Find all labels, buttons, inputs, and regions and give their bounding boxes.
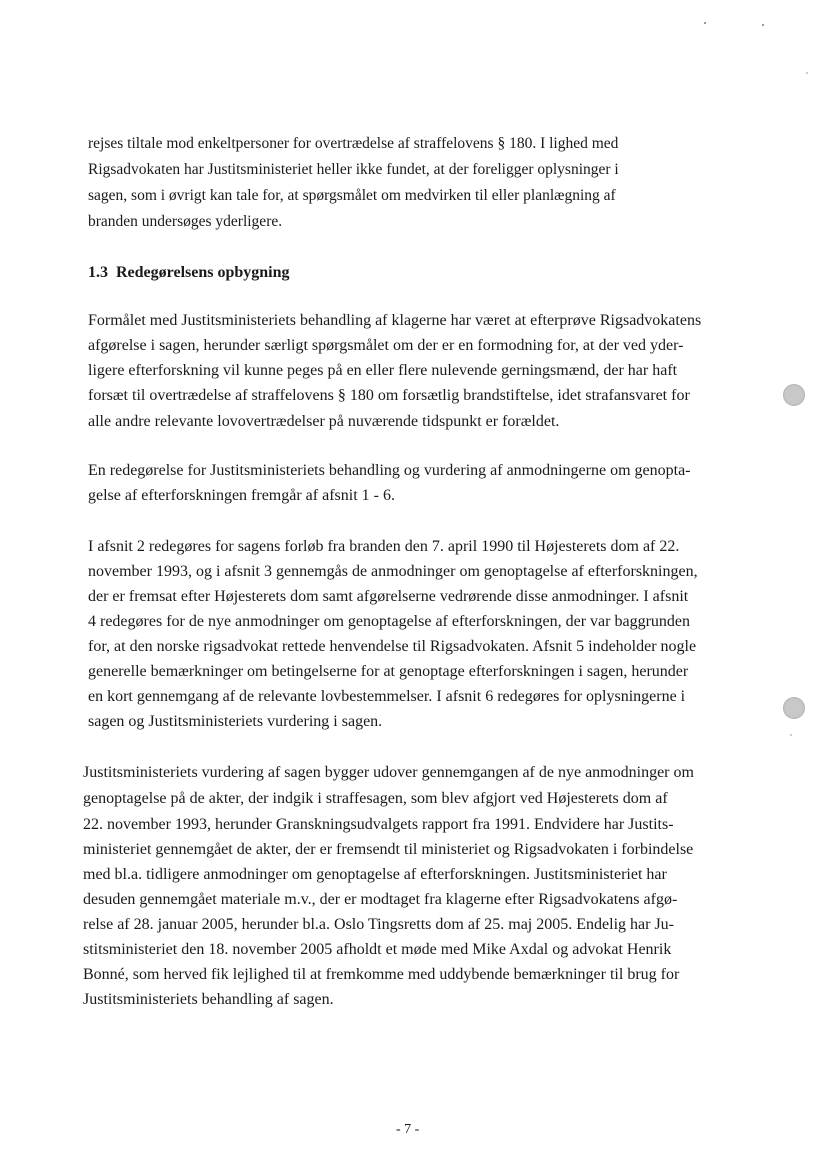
paragraph-5-line-6: desuden gennemgået materiale m.v., der er modtaget fra klagerne efter Rigsadvokatens afgø- bbox=[83, 891, 678, 908]
paragraph-1-line-4: branden undersøges yderligere. bbox=[88, 213, 283, 230]
section-heading: 1.3 Redegørelsens opbygning bbox=[88, 264, 290, 281]
punch-hole-upper bbox=[783, 384, 805, 406]
paragraph-5-line-3: 22. november 1993, herunder Granskningsudvalgets rapport fra 1991. Endvidere har Justits- bbox=[83, 816, 674, 833]
paragraph-5-line-4: ministeriet gennemgået de akter, der er fremsendt til ministeriet og Rigsadvokaten i forbindelse bbox=[83, 841, 694, 858]
paragraph-4-line-8: sagen og Justitsministeriets vurdering i sagen. bbox=[88, 713, 383, 730]
paragraph-4-line-2: november 1993, og i afsnit 3 gennemgås de anmodninger om genoptagelse af efterforskningen, bbox=[88, 563, 698, 580]
paragraph-2-line-2: afgørelse i sagen, herunder særligt spørgsmålet om der er en formodning for, at der ved yder- bbox=[88, 337, 684, 354]
page-number: - 7 - bbox=[396, 1122, 420, 1137]
paragraph-1-line-3: sagen, som i øvrigt kan tale for, at spørgsmålet om medvirken til eller planlægning af bbox=[88, 187, 616, 204]
paragraph-1-line-1: rejses tiltale mod enkeltpersoner for overtrædelse af straffelovens § 180. I lighed med bbox=[88, 135, 619, 152]
paragraph-5-line-8: stitsministeriet den 18. november 2005 afholdt et møde med Mike Axdal og advokat Henrik bbox=[83, 941, 672, 958]
scan-speck bbox=[806, 72, 808, 74]
paragraph-2-line-1: Formålet med Justitsministeriets behandling af klagerne har været at efterprøve Rigsadvokatens bbox=[88, 312, 702, 329]
paragraph-4-line-6: generelle bemærkninger om betingelserne for at genoptage efterforskningen i sagen, herunder bbox=[88, 663, 689, 680]
scan-speck bbox=[762, 24, 764, 26]
paragraph-4-line-7: en kort gennemgang af de relevante lovbestemmelser. I afsnit 6 redegøres for oplysningerne i bbox=[88, 688, 686, 705]
paragraph-2-line-4: forsæt til overtrædelse af straffelovens § 180 om forsætlig brandstiftelse, idet strafansvaret for bbox=[88, 387, 690, 404]
paragraph-5-line-2: genoptagelse på de akter, der indgik i straffesagen, som blev afgjort ved Højesterets dom af bbox=[83, 790, 668, 807]
paragraph-4-line-5: for, at den norske rigsadvokat rettede henvendelse til Rigsadvokaten. Afsnit 5 indeholder nogle bbox=[88, 638, 697, 655]
paragraph-5-line-10: Justitsministeriets behandling af sagen. bbox=[83, 991, 334, 1008]
paragraph-3-line-1: En redegørelse for Justitsministeriets behandling og vurdering af anmodningerne om genopta- bbox=[88, 462, 691, 479]
paragraph-5-line-1: Justitsministeriets vurdering af sagen bygger udover gennemgangen af de nye anmodninger om bbox=[83, 764, 694, 781]
paragraph-5-line-5: med bl.a. tidligere anmodninger om genoptagelse af efterforskningen. Justitsministeriet har bbox=[83, 866, 667, 883]
paragraph-5-line-7: relse af 28. januar 2005, herunder bl.a. Oslo Tingsretts dom af 25. maj 2005. Endelig har Ju- bbox=[83, 916, 674, 933]
scan-speck bbox=[790, 734, 792, 736]
paragraph-1-line-2: Rigsadvokaten har Justitsministeriet heller ikke fundet, at der foreligger oplysninger i bbox=[88, 161, 619, 178]
paragraph-2-line-3: ligere efterforskning vil kunne peges på en eller flere nulevende gerningsmænd, der har haft bbox=[88, 362, 678, 379]
paragraph-5-line-9: Bonné, som herved fik lejlighed til at fremkomme med uddybende bemærkninger til brug for bbox=[83, 966, 680, 983]
paragraph-2-line-5: alle andre relevante lovovertrædelser på nuværende tidspunkt er forældet. bbox=[88, 413, 560, 430]
paragraph-3-line-2: gelse af efterforskningen fremgår af afsnit 1 - 6. bbox=[88, 487, 395, 504]
paragraph-4-line-1: I afsnit 2 redegøres for sagens forløb fra branden den 7. april 1990 til Højesterets dom af 22. bbox=[88, 538, 680, 555]
paragraph-4-line-4: 4 redegøres for de nye anmodninger om genoptagelse af efterforskningen, der var baggrunden bbox=[88, 613, 690, 630]
paragraph-4-line-3: der er fremsat efter Højesterets dom samt afgørelserne vedrørende disse anmodninger. I afsnit bbox=[88, 588, 689, 605]
punch-hole-lower bbox=[783, 697, 805, 719]
scan-speck bbox=[704, 22, 706, 24]
